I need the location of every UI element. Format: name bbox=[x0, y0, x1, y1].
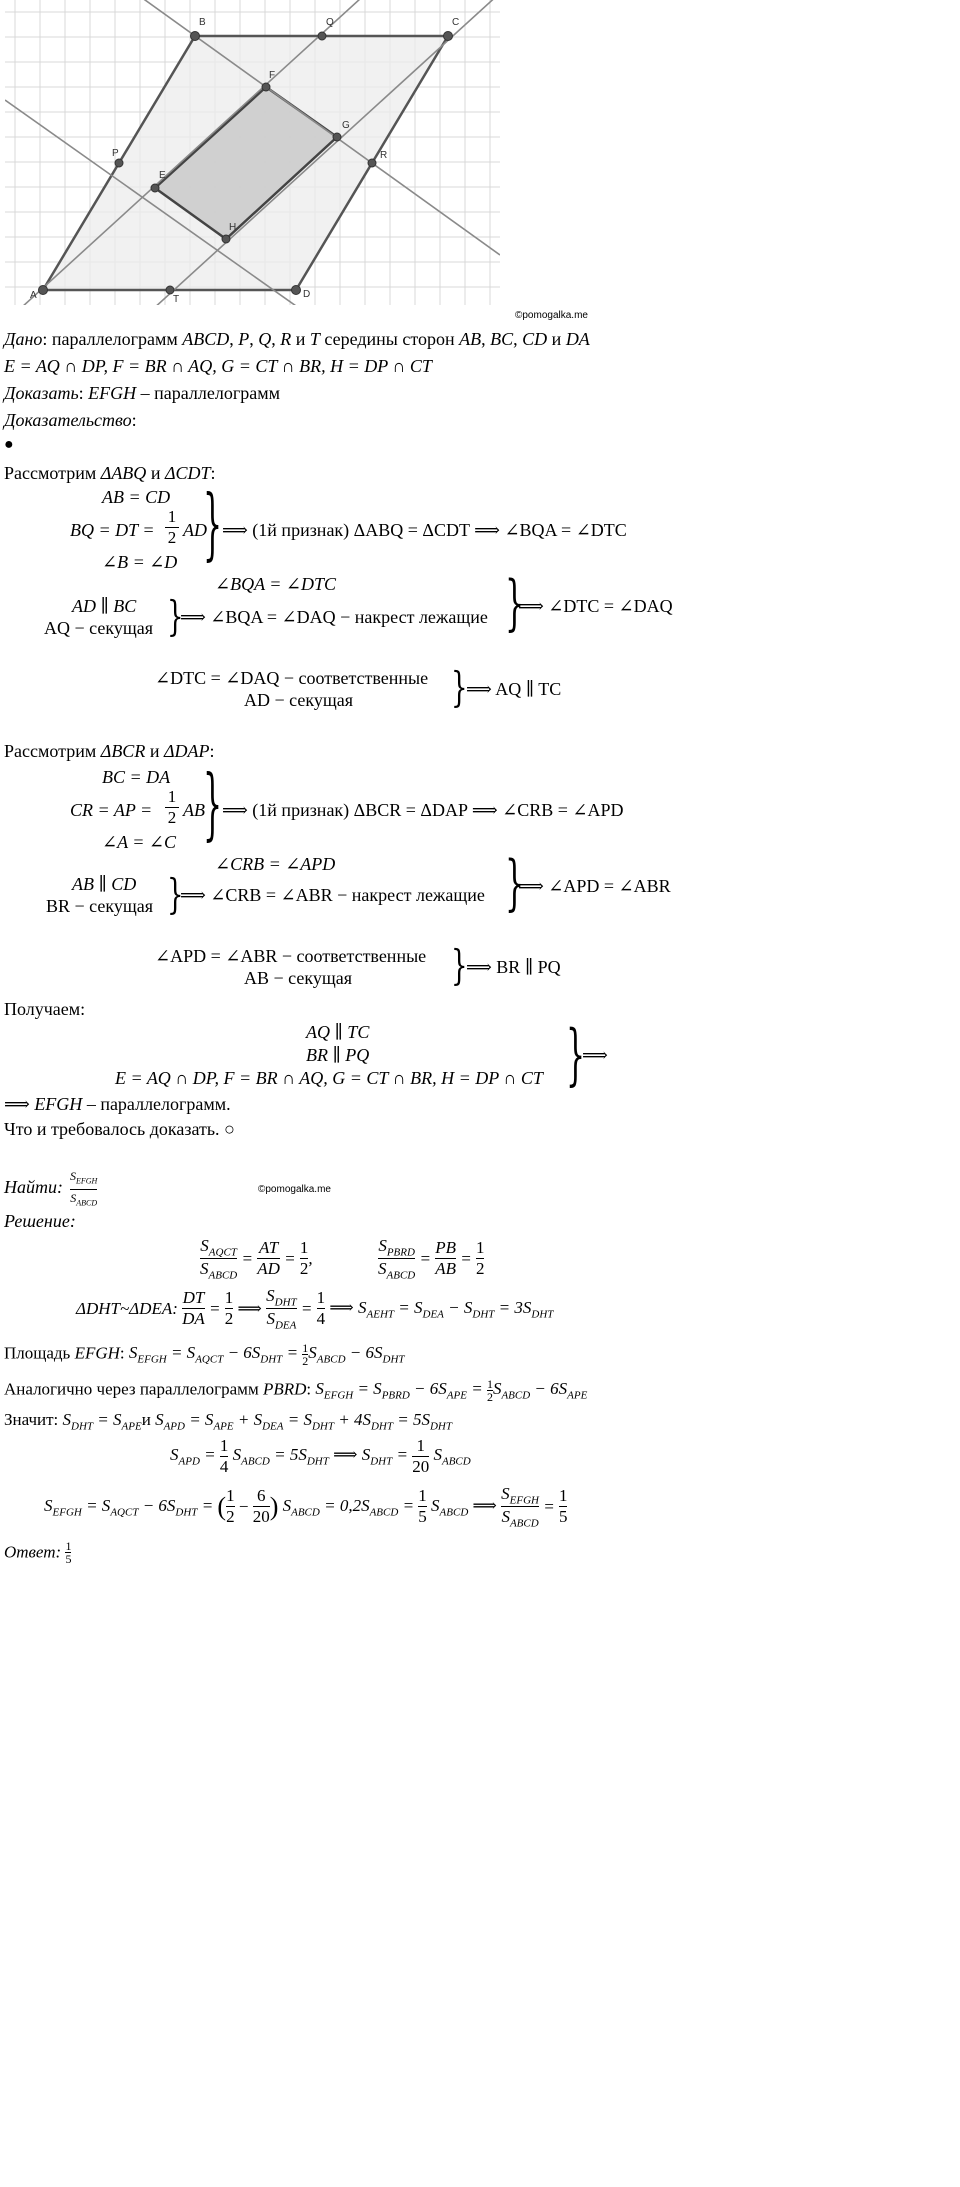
part1-cond1: AB = CD bbox=[102, 487, 171, 507]
find-fraction: $S_{EFGH}$ $S_{ABCD}$ bbox=[70, 1169, 98, 1208]
part2-concl2: ⟹ ∠APD = ∠ABR bbox=[518, 876, 671, 896]
label-r: R bbox=[380, 150, 388, 161]
eq7: $S_{APD}$ = $\frac{1}{4}$ $S_{ABCD} = 5S_{DHT}$ ⟹ $S_{DHT}$ = $\frac{1}{20}$ $S_{ABCD}$ bbox=[170, 1436, 471, 1476]
eq5: Аналогично через параллелограмм PBRD: $S_{EFGH} = S_{PBRD} - 6S_{APE}$ = $\frac{1}{2}$ $S_{ABCD} - 6S_{APE}$ bbox=[4, 1377, 588, 1404]
given-line-1: Дано: параллелограмм ABCD, P, Q, R и T середины сторон AB, BC, CD и DA bbox=[4, 329, 590, 349]
result-brace: } bbox=[566, 1017, 586, 1095]
part2-corr-b: AB − секущая bbox=[244, 968, 352, 988]
geometry-figure bbox=[0, 0, 688, 330]
result-l2: BR ∥ PQ bbox=[306, 1045, 370, 1065]
part2-brace-2: } bbox=[167, 871, 184, 920]
given-line-2: E = AQ ∩ DP, F = BR ∩ AQ, G = CT ∩ BR, H = DP ∩ CT bbox=[4, 356, 432, 376]
part2-cond2b: AB bbox=[183, 800, 205, 820]
result-concl: ⟹ EFGH – параллелограмм. bbox=[4, 1094, 231, 1114]
part2-top2: ∠CRB = ∠APD bbox=[215, 854, 336, 874]
part1-brace-1: } bbox=[203, 480, 223, 572]
part1-concl2: ⟹ ∠DTC = ∠DAQ bbox=[518, 596, 673, 616]
prove-line: Доказать: EFGH – параллелограмм bbox=[4, 383, 281, 403]
part2-concl3: ⟹ BR ∥ PQ bbox=[466, 957, 561, 977]
result-l1: AQ ∥ TC bbox=[306, 1022, 370, 1042]
watermark: ©pomogalka.me bbox=[515, 310, 588, 321]
part2-par-b: BR − секущая bbox=[46, 896, 153, 916]
label-h: H bbox=[229, 222, 237, 233]
part1-brace-3: } bbox=[505, 569, 525, 639]
part2-concl1: ⟹ (1й признак) ΔBCR = ΔDAP ⟹ ∠CRB = ∠APD bbox=[222, 800, 624, 820]
label-b: B bbox=[199, 17, 206, 28]
eq6: Значит: $S_{DHT} = S_{APE}и$ $S_{APD} = S_{APE} + S_{DEA} = S_{DHT} + 4S_{DHT} = 5S_{DHT}$ bbox=[4, 1410, 452, 1433]
solution-head: Решение: bbox=[4, 1211, 76, 1231]
part2-cond2: CR = AP = bbox=[70, 800, 153, 820]
part2-frac: 1 2 bbox=[165, 787, 179, 828]
part2-cond1: BC = DA bbox=[102, 767, 171, 787]
part2-brace-4: } bbox=[451, 942, 468, 991]
part2-corr-a: ∠APD = ∠ABR − соответственные bbox=[155, 946, 427, 966]
part2-cond3: ∠A = ∠C bbox=[102, 832, 176, 852]
part1-corr-a: ∠DTC = ∠DAQ − соответственные bbox=[155, 668, 429, 688]
eq3: ΔDHT~ΔDEA: $\frac{DT}{DA}$ = $\frac{1}{2}$ ⟹ $S_{DHT}$ $S_{DEA}$ = $\frac{1}{4}$ ⟹ $S_{AEHT} = S_{DEA} - S_{DHT} = 3S_{DHT}$ bbox=[76, 1286, 554, 1332]
label-g: G bbox=[342, 120, 350, 131]
part2-intro: Рассмотрим ΔBCR и ΔDAP: bbox=[4, 741, 215, 761]
part1-par-b: AQ − секущая bbox=[44, 618, 153, 638]
label-a: A bbox=[30, 290, 37, 301]
part2-par-a: AB ∥ CD bbox=[72, 874, 137, 894]
result-head: Получаем: bbox=[4, 999, 86, 1019]
label-q: Q bbox=[326, 17, 334, 28]
part1-cond2b: AD bbox=[183, 520, 207, 540]
part2-brace-3: } bbox=[505, 849, 525, 919]
label-d: D bbox=[303, 289, 311, 300]
part1-brace-2: } bbox=[167, 593, 184, 642]
part1-par-a: AD ∥ BC bbox=[72, 596, 137, 616]
part1-top2: ∠BQA = ∠DTC bbox=[215, 574, 336, 594]
part2-par-concl: ⟹ ∠CRB = ∠ABR − накрест лежащие bbox=[180, 885, 485, 905]
label-f: F bbox=[269, 70, 276, 81]
proof-heading: Доказательство: bbox=[4, 410, 137, 430]
part2-brace-1: } bbox=[203, 760, 223, 852]
bullet: ● bbox=[4, 436, 14, 453]
label-e: E bbox=[159, 170, 166, 181]
eq2: $S_{PBRD}$ $S_{ABCD}$ = $\frac{PB}{AB}$ = $\frac{1}{2}$ bbox=[378, 1236, 485, 1282]
part1-intro: Рассмотрим ΔABQ и ΔCDT: bbox=[4, 463, 216, 483]
part1-par-concl: ⟹ ∠BQA = ∠DAQ − накрест лежащие bbox=[180, 607, 488, 627]
result-l3: E = AQ ∩ DP, F = BR ∩ AQ, G = CT ∩ BR, H = DP ∩ CT bbox=[115, 1068, 543, 1088]
eq4: Площадь EFGH: $S_{EFGH} = S_{AQCT} - 6S_{DHT}$ = $\frac{1}{2}$ $S_{ABCD} - 6S_{DHT}$ bbox=[4, 1341, 405, 1368]
find-label: Найти: bbox=[4, 1177, 63, 1197]
result-arrow: ⟹ bbox=[582, 1045, 608, 1065]
part1-corr-b: AD − секущая bbox=[244, 690, 353, 710]
eq1: $S_{AQCT}$ $S_{ABCD}$ = $\frac{AT}{AD}$ = $\frac{1}{2}$ , bbox=[200, 1236, 313, 1282]
part1-frac: 1 2 bbox=[165, 507, 179, 548]
label-p: P bbox=[112, 148, 119, 159]
label-t: T bbox=[173, 294, 180, 305]
part1-cond2: BQ = DT = bbox=[70, 520, 155, 540]
result-qed: Что и требовалось доказать. ○ bbox=[4, 1119, 235, 1139]
watermark-2: ©pomogalka.me bbox=[258, 1184, 331, 1195]
label-c: C bbox=[452, 17, 460, 28]
part1-concl3: ⟹ AQ ∥ TC bbox=[466, 679, 562, 699]
eq8: $S_{EFGH} = S_{AQCT} - 6S_{DHT}$ = ( $\frac{1}{2}$ − $\frac{6}{20}$ ) $S_{ABCD} = 0,2S_{ABCD}$ = $\frac{1}{5}$ $S_{ABCD}$ ⟹ $S_{EFGH}$ $S_{ABCD}$ = $\frac{1}{5}$ bbox=[44, 1484, 568, 1530]
part1-brace-4: } bbox=[451, 664, 468, 713]
answer: Ответ: $\frac{1}{5}$ bbox=[4, 1539, 72, 1566]
part1-concl1: ⟹ (1й признак) ΔABQ = ΔCDT ⟹ ∠BQA = ∠DTC bbox=[222, 520, 627, 540]
part1-cond3: ∠B = ∠D bbox=[102, 552, 178, 572]
